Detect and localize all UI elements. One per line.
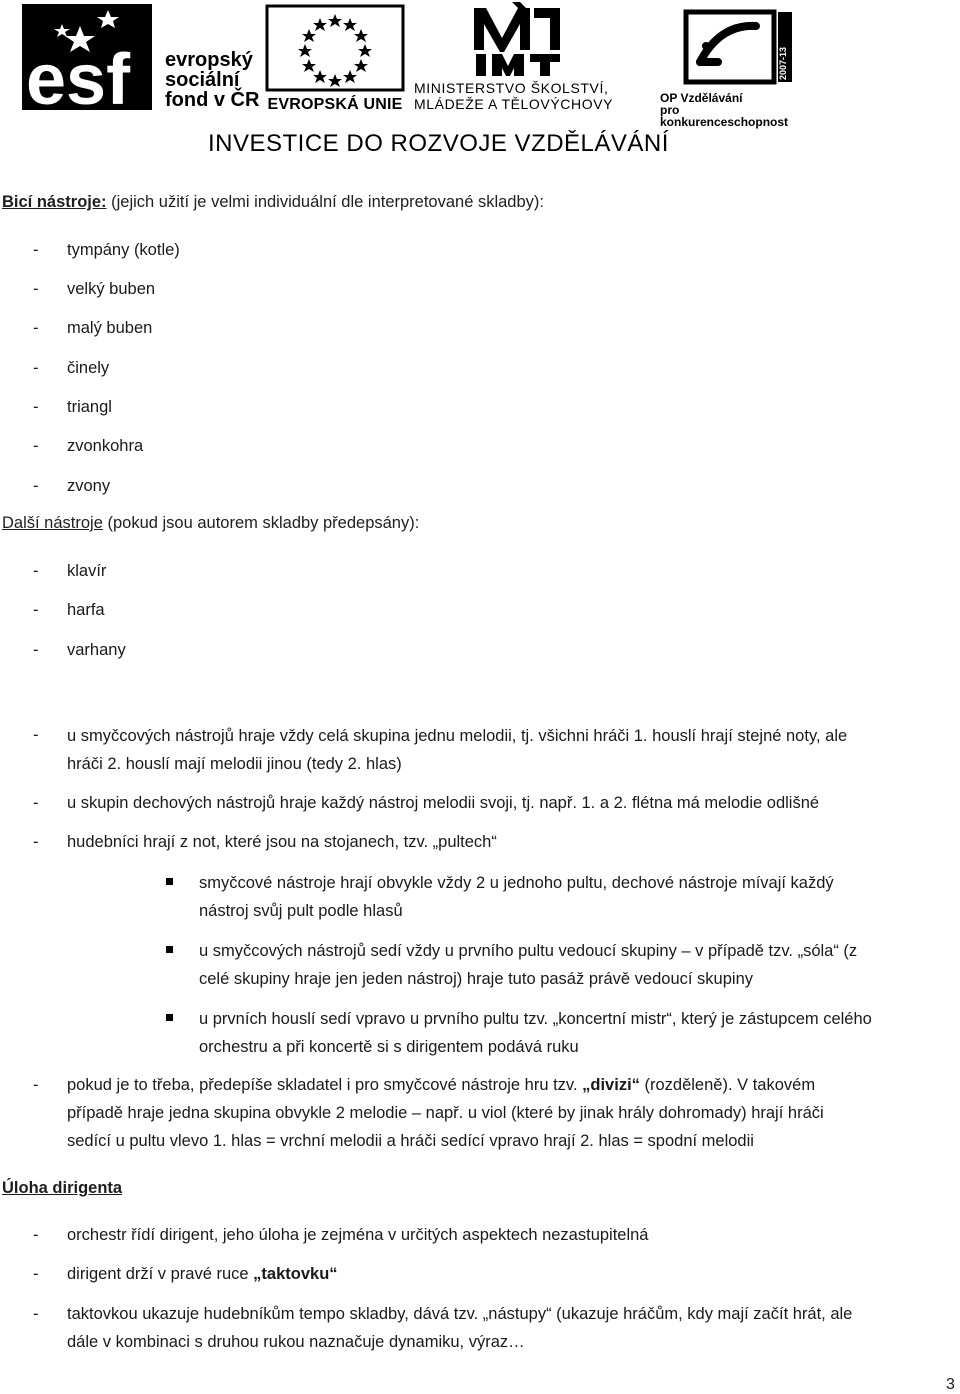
esf-logo-text — [165, 50, 259, 110]
list-item-text: triangl — [67, 398, 112, 416]
sublist-line: orchestru a při koncertě si s dirigentem podává ruku — [199, 1038, 579, 1056]
op-vzdelavani-logo — [660, 4, 810, 129]
baton-line-1: taktovkou ukazuje hudebníkům tempo skladby, dává tzv. „nástupy“ (ukazuje hráčům, kdy mají začít hrát, ale — [67, 1305, 853, 1323]
list-item-text: u skupin dechových nástrojů hraje každý nástroj melodii svoji, tj. např. 1. a 2. flétna má melodie odlišné — [67, 794, 820, 812]
square-bullet-icon — [166, 878, 173, 885]
baton-line-2: dále v kombinaci s druhou rukou naznačuje dynamiku, výraz… — [67, 1333, 525, 1351]
dash-bullet: - — [33, 1265, 39, 1283]
divisi-line-2: případě hraje jedna skupina obvykle 2 melodie – např. u viol (které by jinak hrály dohromady) hrají hráči — [67, 1104, 824, 1122]
svg-text:esf: esf — [26, 40, 131, 114]
dash-bullet: - — [33, 359, 39, 377]
divisi-text: (rozděleně). V takovém — [639, 1076, 816, 1094]
list-item-text: varhany — [67, 641, 126, 659]
percussion-heading: Bicí nástroje: — [2, 193, 107, 211]
list-item-text: zvonkohra — [67, 437, 144, 455]
divisi-term: „divizi“ — [582, 1076, 640, 1094]
sublist-item — [199, 937, 959, 993]
list-item-text: orchestr řídí dirigent, jeho úloha je zejména v určitých aspektech nezastupitelná — [67, 1226, 649, 1244]
dash-bullet: - — [33, 833, 39, 851]
list-item-text: hudebníci hrají z not, které jsou na stojanech, tzv. „pultech“ — [67, 833, 497, 851]
dash-bullet: - — [33, 794, 39, 812]
msmt-text — [414, 80, 650, 112]
esf-mark-icon — [22, 4, 162, 114]
dash-bullet: - — [33, 241, 39, 259]
dash-bullet: - — [33, 398, 39, 416]
list-item-text: harfa — [67, 601, 105, 619]
esf-line-3: fond v ČR — [165, 89, 260, 111]
list-item-text: velký buben — [67, 280, 156, 298]
msmt-logo — [414, 2, 650, 114]
op-line-2: pro konkurenceschopnost — [660, 103, 789, 129]
op-text — [660, 92, 810, 128]
list-item-text — [67, 1265, 338, 1284]
other-instruments-heading: Další nástroje — [2, 514, 103, 532]
msmt-line-1: MINISTERSTVO ŠKOLSTVÍ, — [414, 80, 609, 96]
sublist-line: smyčcové nástroje hrají obvykle vždy 2 u jednoho pultu, dechové nástroje mívají každý — [199, 874, 834, 892]
divisi-line-3: sedící u pultu vlevo 1. hlas = vrchní melodii a hráči sedící vpravo hrají 2. hlas = spodní melodii — [67, 1132, 754, 1150]
eu-logo — [265, 4, 405, 114]
strings-line-1: u smyčcových nástrojů hraje vždy celá skupina jednu melodii, tj. všichni hráči 1. houslí hrají stejné noty, ale — [67, 727, 848, 745]
esf-logo — [22, 4, 162, 114]
msmt-line-2: MLÁDEŽE A TĚLOVÝCHOVY — [414, 96, 614, 112]
op-line-1: OP Vzdělávání — [660, 91, 743, 105]
eu-stars-icon — [265, 4, 405, 94]
dash-bullet: - — [33, 1226, 39, 1244]
op-years: 2007-13 — [778, 46, 788, 80]
dash-bullet: - — [33, 601, 39, 619]
eu-label: EVROPSKÁ UNIE — [267, 96, 403, 113]
divisi-line-1 — [67, 1071, 947, 1099]
sublist-line: nástroj svůj pult podle hlasů — [199, 902, 403, 920]
strings-line-2: hráči 2. houslí mají melodii jinou (tedy 2. hlas) — [67, 755, 402, 773]
dash-bullet: - — [33, 1305, 39, 1323]
percussion-heading-line — [2, 193, 544, 212]
square-bullet-icon — [166, 1014, 173, 1021]
page-number: 3 — [946, 1376, 955, 1393]
list-item-text: činely — [67, 359, 110, 377]
baton-term: „taktovku“ — [253, 1265, 338, 1283]
dash-bullet: - — [33, 562, 39, 580]
dash-bullet: - — [33, 726, 39, 744]
msmt-mark-icon — [414, 2, 650, 82]
esf-line-1: evropský — [165, 49, 253, 71]
baton-paragraph — [67, 1300, 957, 1356]
sublist-line: celé skupiny hraje jen jeden nástroj) hraje tuto pasáž právě vedoucí skupiny — [199, 970, 753, 988]
strings-paragraph — [67, 722, 947, 778]
esf-line-2: sociální — [165, 69, 240, 91]
dash-bullet: - — [33, 437, 39, 455]
dash-bullet: - — [33, 477, 39, 495]
invest-slogan: INVESTICE DO ROZVOJE VZDĚLÁVÁNÍ — [208, 130, 669, 157]
other-instruments-heading-line — [2, 514, 419, 533]
square-bullet-icon — [166, 946, 173, 953]
other-instruments-note: (pokud jsou autorem skladby předepsány): — [102, 514, 420, 532]
sublist-item — [199, 869, 959, 925]
op-mark-icon — [660, 4, 810, 90]
sublist-line: u prvních houslí sedí vpravo u prvního pultu tzv. „koncertní mistr“, který je zástupcem celého — [199, 1010, 872, 1028]
dash-bullet: - — [33, 280, 39, 298]
sublist-line: u smyčcových nástrojů sedí vždy u prvního pultu vedoucí skupiny – v případě tzv. „sóla“ (z — [199, 942, 858, 960]
divisi-paragraph — [67, 1071, 947, 1155]
list-item-text: klavír — [67, 562, 107, 580]
divisi-text: pokud je to třeba, předepíše skladatel i pro smyčcové nástroje hru tzv. — [67, 1076, 583, 1094]
list-item-text: malý buben — [67, 319, 153, 337]
baton-text: dirigent drží v pravé ruce — [67, 1265, 254, 1283]
list-item-text: tympány (kotle) — [67, 241, 180, 259]
dash-bullet: - — [33, 641, 39, 659]
conductor-heading: Úloha dirigenta — [2, 1179, 123, 1197]
logo-header — [0, 0, 960, 165]
sublist-item — [199, 1005, 959, 1061]
list-item-text: zvony — [67, 477, 111, 495]
dash-bullet: - — [33, 1076, 39, 1094]
dash-bullet: - — [33, 319, 39, 337]
percussion-heading-note: (jejich užití je velmi individuální dle interpretované skladby): — [106, 193, 544, 211]
